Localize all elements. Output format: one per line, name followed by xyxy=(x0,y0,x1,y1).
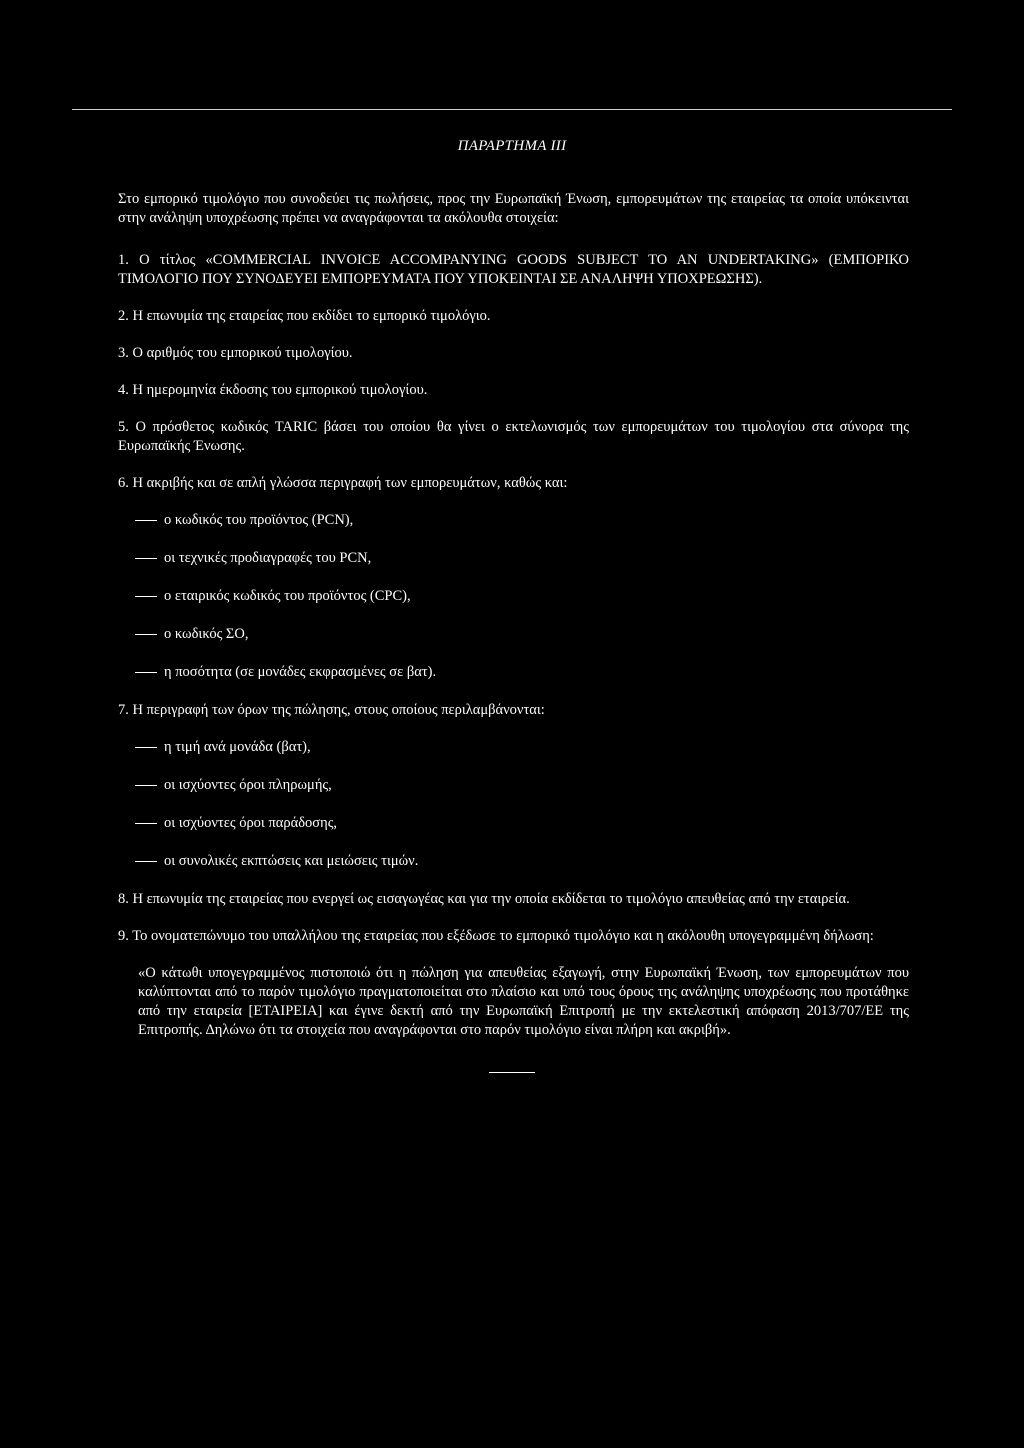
end-divider xyxy=(489,1072,535,1073)
em-dash xyxy=(135,520,157,521)
em-dash xyxy=(135,823,157,824)
item-text: Η περιγραφή των όρων της πώλησης, στους οποίους περιλαμβάνονται: xyxy=(132,702,545,718)
item-number: 3. xyxy=(118,345,129,361)
intro-paragraph: Στο εμπορικό τιμολόγιο που συνοδεύει τις πωλήσεις, προς την Ευρωπαϊκή Ένωση, εμπορευμάτων της εταιρείας τα οποία υπόκεινται στην ανάληψη υποχρέωσης πρέπει να αναγράφονται τα ακόλουθα στοιχεία: xyxy=(118,191,909,226)
em-dash xyxy=(135,785,157,786)
list-item-1 xyxy=(118,251,909,289)
sub-item-text: η τιμή ανά μονάδα (βατ), xyxy=(164,739,311,755)
sub-item xyxy=(118,587,909,606)
sub-item xyxy=(118,625,909,644)
list-item-6 xyxy=(118,474,909,493)
sub-item-text: η ποσότητα (σε μονάδες εκφρασμένες σε βατ). xyxy=(164,664,437,680)
em-dash xyxy=(135,861,157,862)
item-number: 5. xyxy=(118,419,129,435)
sub-item-text: ο εταιρικός κωδικός του προϊόντος (CPC), xyxy=(164,588,411,604)
sub-item-text: ο κωδικός του προϊόντος (PCN), xyxy=(164,512,354,528)
item-text: Ο τίτλος «COMMERCIAL INVOICE ACCOMPANYING GOODS SUBJECT TO AN UNDERTAKING» (ΕΜΠΟΡΙΚΟ ΤΙΜΟΛΟΓΙΟ ΠΟΥ ΣΥΝΟΔΕΥΕΙ ΕΜΠΟΡΕΥΜΑΤΑ ΠΟΥ ΥΠΟΚΕΙΝΤΑΙ ΣΕ ΑΝΑΛΗΨΗ ΥΠΟΧΡΕΩΣΗΣ). xyxy=(118,252,910,287)
declaration-quote: «Ο κάτωθι υπογεγραμμένος πιστοποιώ ότι η πώληση για απευθείας εξαγωγή, στην Ευρωπαϊκή Ένωση, των εμπορευμάτων που καλύπτονται από το παρόν τιμολόγιο πραγματοποιείται στο πλαίσιο και υπό τους όρους της ανάληψης υποχρέωσης που προτάθηκε από την εταιρεία [ΕΤΑΙΡΕΙΑ] και έγινε δεκτή από την Ευρωπαϊκή Επιτροπή με την εκτελεστική απόφαση 2013/707/ΕΕ της Επιτροπής. Δηλώνω ότι τα στοιχεία που αναγράφονται στο παρόν τιμολόγιο είναι πλήρη και ακριβή». xyxy=(138,965,909,1038)
sub-item xyxy=(118,549,909,568)
top-divider xyxy=(72,109,952,110)
list-item-7 xyxy=(118,701,909,720)
em-dash xyxy=(135,558,157,559)
sub-item xyxy=(118,738,909,757)
list-item-4 xyxy=(118,381,909,400)
item-text: Ο αριθμός του εμπορικού τιμολογίου. xyxy=(132,345,353,361)
annex-body xyxy=(118,190,909,1040)
sub-item xyxy=(118,814,909,833)
list-item-5 xyxy=(118,418,909,456)
item-number: 8. xyxy=(118,891,129,907)
item-text: Το ονοματεπώνυμο του υπαλλήλου της εταιρείας που εξέδωσε το εμπορικό τιμολόγιο και η ακόλουθη υπογεγραμμένη δήλωση: xyxy=(132,928,874,944)
item-number: 9. xyxy=(118,928,129,944)
item-number: 7. xyxy=(118,702,129,718)
sub-item xyxy=(118,776,909,795)
item-text: Η ημερομηνία έκδοσης του εμπορικού τιμολογίου. xyxy=(132,382,428,398)
sub-item-text: οι ισχύοντες όροι παράδοσης, xyxy=(164,815,338,831)
item-text: Η επωνυμία της εταιρείας που εκδίδει το εμπορικό τιμολόγιο. xyxy=(132,308,491,324)
item-number: 1. xyxy=(118,252,129,268)
list-item-9 xyxy=(118,927,909,946)
item-number: 2. xyxy=(118,308,129,324)
item-number: 6. xyxy=(118,475,129,491)
em-dash xyxy=(135,596,157,597)
item-number: 4. xyxy=(118,382,129,398)
list-item-3 xyxy=(118,344,909,363)
sub-item-text: ο κωδικός ΣΟ, xyxy=(164,626,249,642)
item-text: Η ακριβής και σε απλή γλώσσα περιγραφή των εμπορευμάτων, καθώς και: xyxy=(132,475,568,491)
em-dash xyxy=(135,747,157,748)
list-item-2 xyxy=(118,307,909,326)
item-text: Η επωνυμία της εταιρείας που ενεργεί ως εισαγωγέας και για την οποία εκδίδεται το τιμολόγιο απευθείας από την εταιρεία. xyxy=(132,891,850,907)
annex-title: ΠΑΡΑΡΤΗΜΑ III xyxy=(457,138,567,154)
sub-item-text: οι τεχνικές προδιαγραφές του PCN, xyxy=(164,550,372,566)
sub-item-text: οι ισχύοντες όροι πληρωμής, xyxy=(164,777,332,793)
sub-item xyxy=(118,511,909,530)
em-dash xyxy=(135,634,157,635)
list-item-8 xyxy=(118,890,909,909)
sub-item xyxy=(118,663,909,682)
item-text: Ο πρόσθετος κωδικός TARIC βάσει του οποίου θα γίνει ο εκτελωνισμός των εμπορευμάτων του τιμολογίου στα σύνορα της Ευρωπαϊκής Ένωσης. xyxy=(118,419,910,454)
em-dash xyxy=(135,672,157,673)
sub-item-text: οι συνολικές εκπτώσεις και μειώσεις τιμών. xyxy=(164,853,419,869)
sub-item xyxy=(118,852,909,871)
